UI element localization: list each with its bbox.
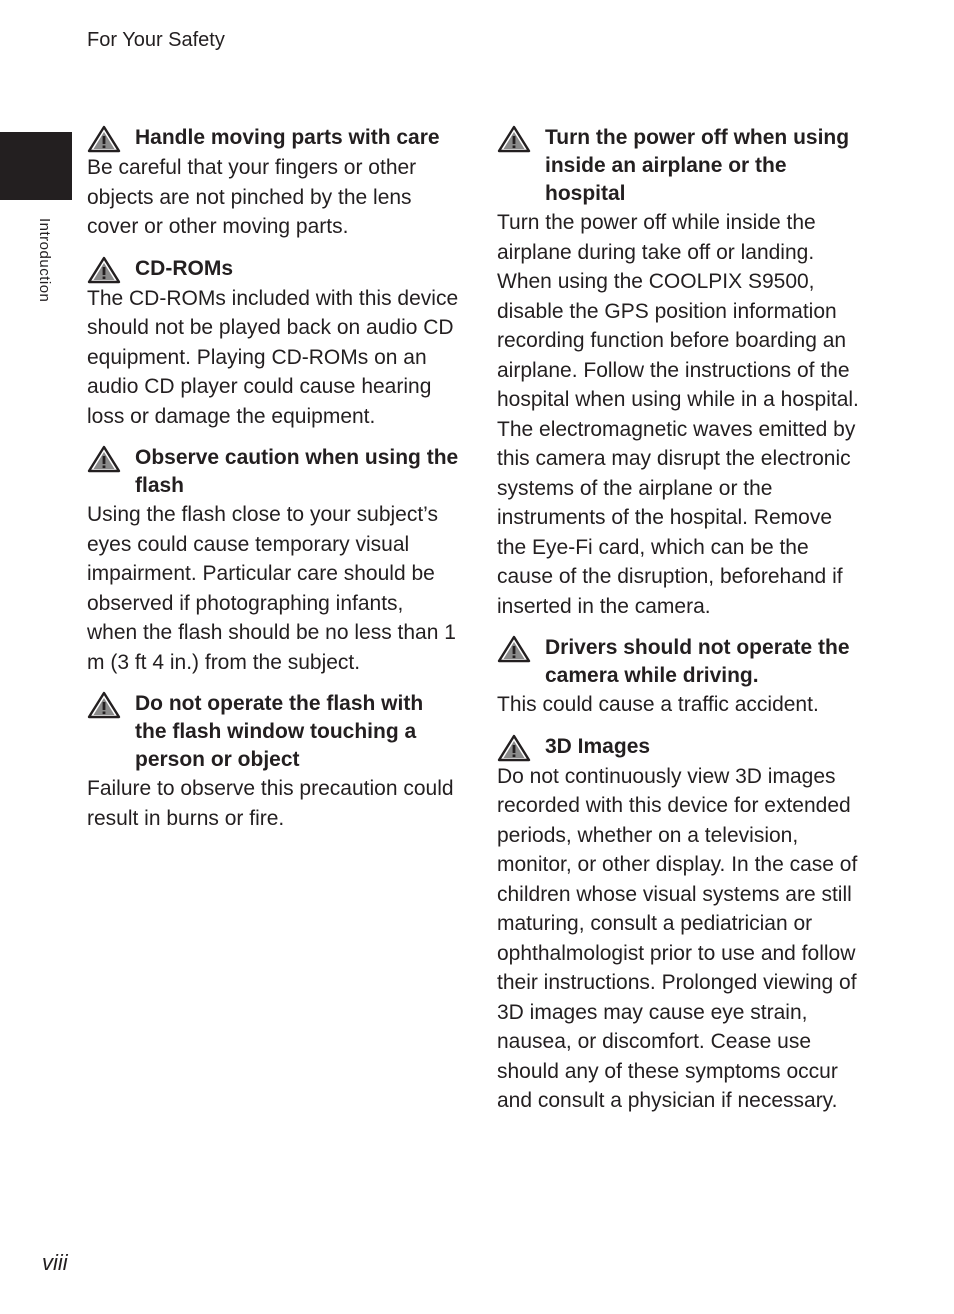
section-body: Be careful that your fingers or other objects are not pinched by the lens cover or other moving parts.: [87, 156, 417, 238]
section-heading-text: Handle moving parts with care: [135, 126, 440, 149]
chapter-tab: [0, 132, 72, 200]
safety-section: [87, 690, 459, 833]
safety-section: [497, 124, 867, 621]
section-heading-text: 3D Images: [545, 734, 651, 758]
warning-triangle-icon: [497, 635, 533, 663]
right-column: [497, 124, 867, 1128]
section-body: Do not continuously view 3D images recorded with this device for extended periods, whether on a television, monitor, or other display. In the case of children whose visual systems are still maturing, consult a pediatrician or ophthalmologist prior to use and follow their instructions. Prolonged viewing of 3D images may cause eye strain, nausea, or discomfort. Cease use should any of these symptoms occur and consult a physician if necessary.: [497, 764, 858, 1112]
section-heading-text: CD-ROMs: [135, 256, 233, 280]
safety-section: [87, 124, 459, 242]
section-body: The CD-ROMs included with this device should not be played back on audio CD equipment. Playing CD-ROMs on an audio CD player could cause hearing loss or damage the equipment.: [87, 286, 459, 428]
running-head: For Your Safety: [87, 29, 225, 51]
section-heading-text: Turn the power off when using inside an airplane or the hospital: [545, 126, 850, 205]
section-heading: [87, 255, 459, 284]
warning-triangle-icon: [497, 734, 533, 762]
section-heading: [497, 634, 867, 690]
page-number: viii: [42, 1250, 68, 1275]
safety-section: [87, 444, 459, 677]
warning-triangle-icon: [87, 125, 123, 153]
section-heading: [87, 444, 459, 500]
safety-section: [497, 733, 867, 1116]
safety-section: [87, 255, 459, 432]
section-heading-text: Observe caution when using the flash: [135, 446, 459, 497]
section-heading: [87, 124, 459, 153]
safety-section: [497, 634, 867, 720]
section-heading-text: Do not operate the flash with the flash window touching a person or object: [135, 692, 424, 771]
left-column: [87, 124, 459, 845]
chapter-tab-label: Introduction: [36, 218, 53, 303]
warning-triangle-icon: [87, 445, 123, 473]
section-body: This could cause a traffic accident.: [497, 693, 819, 716]
warning-triangle-icon: [497, 125, 533, 153]
warning-triangle-icon: [87, 256, 123, 284]
section-heading: [497, 124, 867, 208]
section-body: Turn the power off while inside the airplane during take off or landing. When using the COOLPIX S9500, disable the GPS position information recording function before boarding an airplane. Follow the instructions of the hospital when using while in a hospital. The electromagnetic waves emitted by this camera may disrupt the electronic systems of the airplane or the instruments of the hospital. Remove the Eye-Fi card, which can be the cause of the disruption, beforehand if inserted in the camera.: [497, 211, 859, 618]
section-heading-text: Drivers should not operate the camera while driving.: [545, 636, 850, 687]
section-heading: [497, 733, 867, 762]
section-heading: [87, 690, 459, 774]
warning-triangle-icon: [87, 691, 123, 719]
section-body: Failure to observe this precaution could result in burns or fire.: [87, 777, 454, 830]
section-body: Using the flash close to your subject’s eyes could cause temporary visual impairment. Particular care should be observed if photographing infants, when the flash should be no less than 1 m (3 ft 4 in.) from the subject.: [87, 503, 456, 674]
